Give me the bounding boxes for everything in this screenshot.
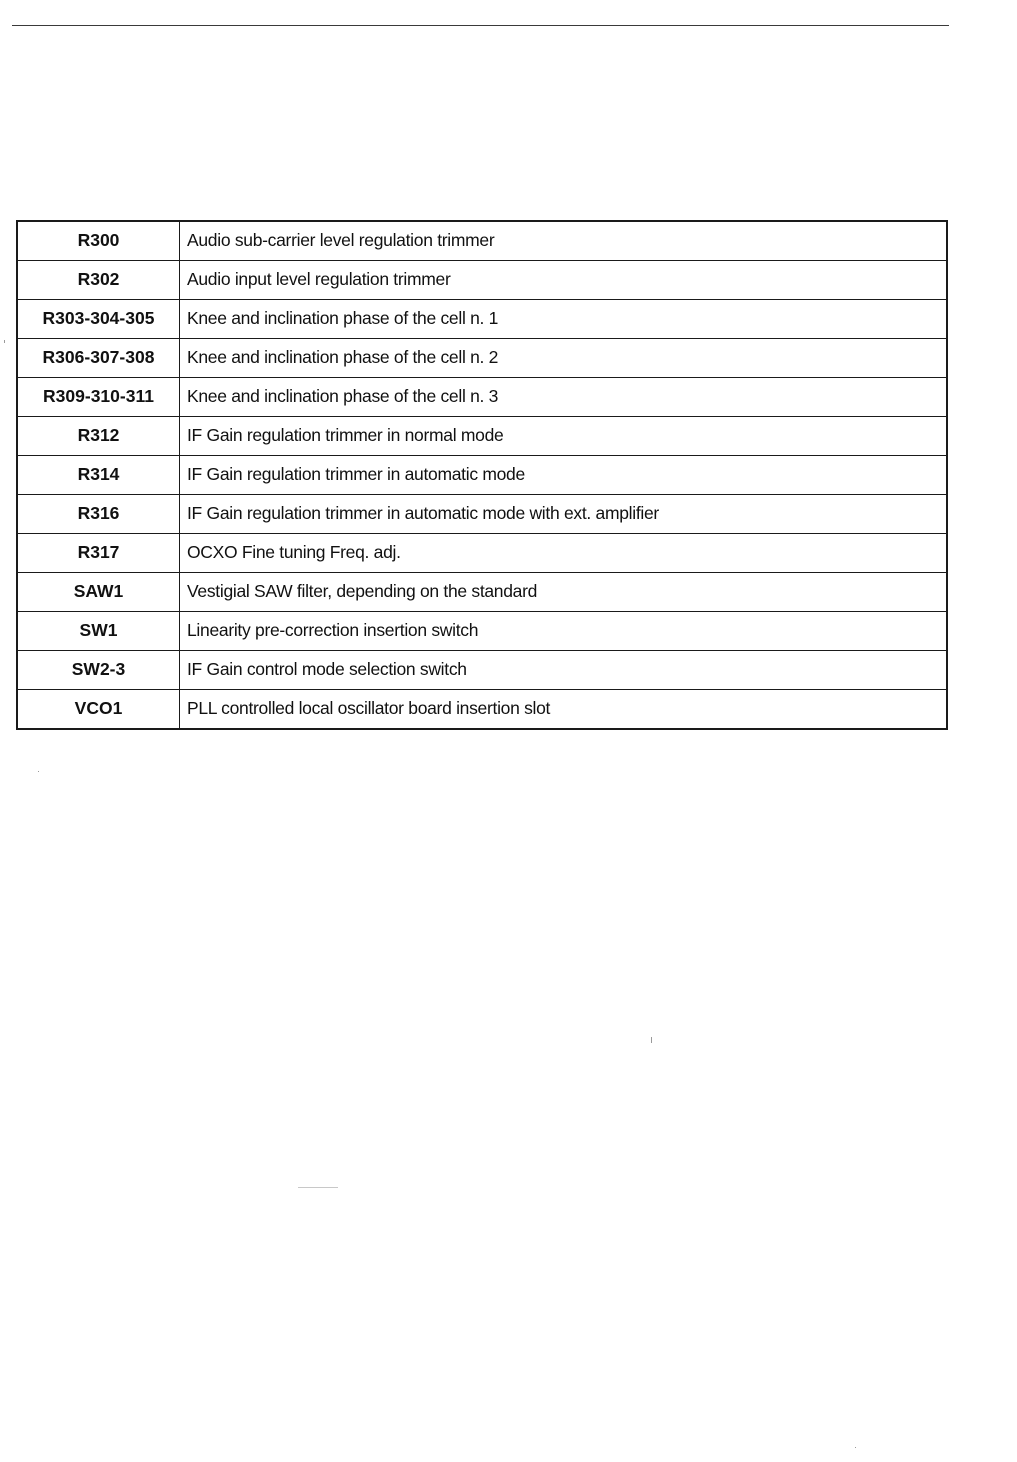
component-description: Vestigial SAW filter, depending on the standard: [180, 573, 948, 612]
component-ref: R312: [17, 417, 180, 456]
scan-speck: [855, 1447, 856, 1448]
table-row: [17, 261, 947, 300]
scan-speck: [4, 340, 5, 343]
component-description: IF Gain control mode selection switch: [180, 651, 948, 690]
component-ref: R317: [17, 534, 180, 573]
component-ref: R306-307-308: [17, 339, 180, 378]
component-description: Audio sub-carrier level regulation trimmer: [180, 221, 948, 261]
table-row: [17, 690, 947, 730]
component-description: IF Gain regulation trimmer in automatic mode: [180, 456, 948, 495]
component-ref: R300: [17, 221, 180, 261]
table-row: [17, 651, 947, 690]
scan-speck: [298, 1187, 338, 1188]
table-row: [17, 573, 947, 612]
component-ref: R302: [17, 261, 180, 300]
component-description: Audio input level regulation trimmer: [180, 261, 948, 300]
table-row: [17, 495, 947, 534]
component-description: Linearity pre-correction insertion switch: [180, 612, 948, 651]
component-ref: R303-304-305: [17, 300, 180, 339]
table-row: [17, 378, 947, 417]
component-description: OCXO Fine tuning Freq. adj.: [180, 534, 948, 573]
component-description: IF Gain regulation trimmer in normal mode: [180, 417, 948, 456]
table-row: [17, 612, 947, 651]
table-row: [17, 534, 947, 573]
component-ref: VCO1: [17, 690, 180, 730]
component-description: Knee and inclination phase of the cell n. 2: [180, 339, 948, 378]
component-description: PLL controlled local oscillator board insertion slot: [180, 690, 948, 730]
component-ref: R316: [17, 495, 180, 534]
component-ref: SW2-3: [17, 651, 180, 690]
scan-speck: [651, 1037, 652, 1043]
component-ref: SW1: [17, 612, 180, 651]
scan-speck: [38, 771, 39, 772]
table-row: [17, 339, 947, 378]
component-ref: R314: [17, 456, 180, 495]
table-row: [17, 300, 947, 339]
component-table: [16, 220, 948, 730]
component-ref: SAW1: [17, 573, 180, 612]
table-row: [17, 221, 947, 261]
component-description: Knee and inclination phase of the cell n. 3: [180, 378, 948, 417]
table-row: [17, 417, 947, 456]
component-description: IF Gain regulation trimmer in automatic mode with ext. amplifier: [180, 495, 948, 534]
header-rule: [12, 25, 949, 26]
table-row: [17, 456, 947, 495]
component-ref: R309-310-311: [17, 378, 180, 417]
component-description: Knee and inclination phase of the cell n. 1: [180, 300, 948, 339]
